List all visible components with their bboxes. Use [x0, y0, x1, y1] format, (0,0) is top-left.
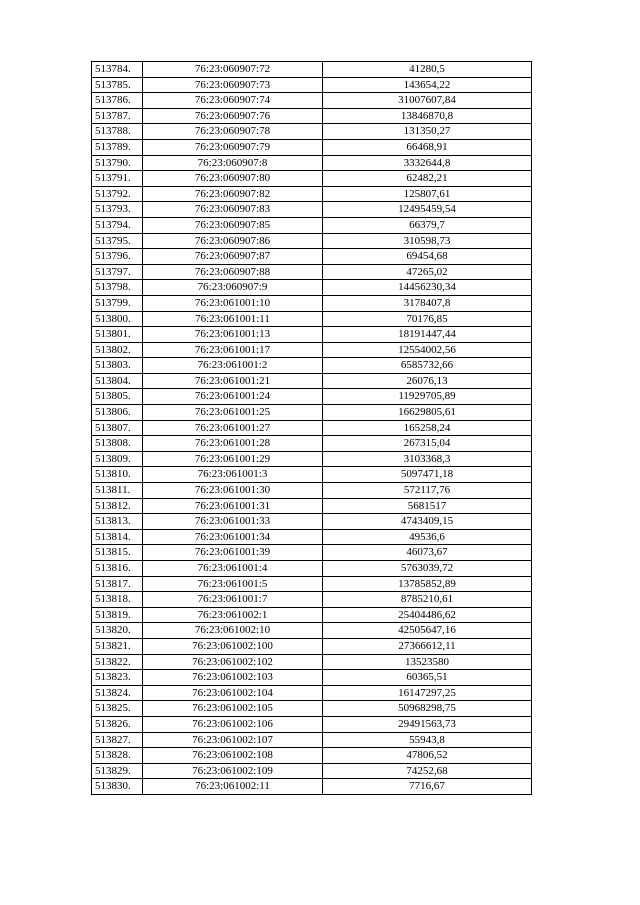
- table-row: [92, 732, 532, 748]
- row-number-cell: 513811.: [92, 483, 143, 499]
- cadastral-value-cell: 143654,22: [323, 77, 532, 93]
- row-number-cell: 513810.: [92, 467, 143, 483]
- cadastral-number-cell: 76:23:060907:85: [143, 217, 323, 233]
- cadastral-number-cell: 76:23:061001:31: [143, 498, 323, 514]
- cadastral-number-cell: 76:23:060907:79: [143, 139, 323, 155]
- cadastral-number-cell: 76:23:061002:1: [143, 607, 323, 623]
- cadastral-number-cell: 76:23:060907:76: [143, 108, 323, 124]
- row-number-cell: 513793.: [92, 202, 143, 218]
- cadastral-value-cell: 12495459,54: [323, 202, 532, 218]
- cadastral-value-cell: 41280,5: [323, 62, 532, 78]
- row-number-cell: 513805.: [92, 389, 143, 405]
- cadastral-value-cell: 8785210,61: [323, 592, 532, 608]
- table-row: [92, 389, 532, 405]
- row-number-cell: 513806.: [92, 405, 143, 421]
- cadastral-number-cell: 76:23:061001:11: [143, 311, 323, 327]
- row-number-cell: 513802.: [92, 342, 143, 358]
- cadastral-number-cell: 76:23:061001:5: [143, 576, 323, 592]
- cadastral-value-cell: 5763039,72: [323, 561, 532, 577]
- cadastral-value-cell: 26076,13: [323, 373, 532, 389]
- cadastral-number-cell: 76:23:061001:27: [143, 420, 323, 436]
- cadastral-value-cell: 310598,73: [323, 233, 532, 249]
- row-number-cell: 513791.: [92, 171, 143, 187]
- cadastral-number-cell: 76:23:060907:83: [143, 202, 323, 218]
- row-number-cell: 513787.: [92, 108, 143, 124]
- cadastral-number-cell: 76:23:061001:2: [143, 358, 323, 374]
- row-number-cell: 513789.: [92, 139, 143, 155]
- table-row: [92, 358, 532, 374]
- row-number-cell: 513801.: [92, 327, 143, 343]
- table-row: [92, 124, 532, 140]
- cadastral-value-cell: 50968298,75: [323, 701, 532, 717]
- cadastral-value-cell: 267315,04: [323, 436, 532, 452]
- table-row: [92, 342, 532, 358]
- cadastral-number-cell: 76:23:061001:28: [143, 436, 323, 452]
- table-row: [92, 233, 532, 249]
- cadastral-value-cell: 49536,6: [323, 529, 532, 545]
- row-number-cell: 513795.: [92, 233, 143, 249]
- table-row: [92, 249, 532, 265]
- row-number-cell: 513830.: [92, 779, 143, 795]
- cadastral-number-cell: 76:23:061002:107: [143, 732, 323, 748]
- row-number-cell: 513827.: [92, 732, 143, 748]
- table-row: [92, 155, 532, 171]
- table-row: [92, 93, 532, 109]
- cadastral-value-cell: 47806,52: [323, 748, 532, 764]
- row-number-cell: 513812.: [92, 498, 143, 514]
- table-row: [92, 186, 532, 202]
- cadastral-number-cell: 76:23:061001:21: [143, 373, 323, 389]
- cadastral-value-cell: 13523580: [323, 654, 532, 670]
- row-number-cell: 513825.: [92, 701, 143, 717]
- cadastral-number-cell: 76:23:061001:24: [143, 389, 323, 405]
- cadastral-value-cell: 6585732,66: [323, 358, 532, 374]
- cadastral-value-cell: 47265,02: [323, 264, 532, 280]
- table-row: [92, 327, 532, 343]
- row-number-cell: 513792.: [92, 186, 143, 202]
- cadastral-value-cell: 31007607,84: [323, 93, 532, 109]
- cadastral-value-cell: 4743409,15: [323, 514, 532, 530]
- table-row: [92, 467, 532, 483]
- table-row: [92, 420, 532, 436]
- cadastral-number-cell: 76:23:061001:10: [143, 295, 323, 311]
- cadastral-value-cell: 13785852,89: [323, 576, 532, 592]
- cadastral-number-cell: 76:23:061002:103: [143, 670, 323, 686]
- cadastral-value-table: [91, 61, 532, 795]
- table-row: [92, 280, 532, 296]
- row-number-cell: 513788.: [92, 124, 143, 140]
- table-row: [92, 623, 532, 639]
- table-body: [92, 62, 532, 795]
- table-row: [92, 716, 532, 732]
- cadastral-number-cell: 76:23:060907:78: [143, 124, 323, 140]
- table-row: [92, 561, 532, 577]
- cadastral-number-cell: 76:23:061001:3: [143, 467, 323, 483]
- table-row: [92, 483, 532, 499]
- cadastral-number-cell: 76:23:061001:29: [143, 451, 323, 467]
- cadastral-value-cell: 11929705,89: [323, 389, 532, 405]
- cadastral-number-cell: 76:23:061002:109: [143, 763, 323, 779]
- row-number-cell: 513796.: [92, 249, 143, 265]
- cadastral-value-cell: 3178407,8: [323, 295, 532, 311]
- table-row: [92, 654, 532, 670]
- table-row: [92, 295, 532, 311]
- row-number-cell: 513824.: [92, 685, 143, 701]
- cadastral-number-cell: 76:23:061002:100: [143, 638, 323, 654]
- row-number-cell: 513794.: [92, 217, 143, 233]
- cadastral-number-cell: 76:23:060907:72: [143, 62, 323, 78]
- cadastral-value-cell: 572117,76: [323, 483, 532, 499]
- row-number-cell: 513821.: [92, 638, 143, 654]
- table-row: [92, 576, 532, 592]
- row-number-cell: 513820.: [92, 623, 143, 639]
- table-row: [92, 62, 532, 78]
- cadastral-value-cell: 131350,27: [323, 124, 532, 140]
- row-number-cell: 513829.: [92, 763, 143, 779]
- table-row: [92, 171, 532, 187]
- cadastral-value-cell: 70176,85: [323, 311, 532, 327]
- cadastral-number-cell: 76:23:060907:87: [143, 249, 323, 265]
- cadastral-value-cell: 62482,21: [323, 171, 532, 187]
- row-number-cell: 513790.: [92, 155, 143, 171]
- cadastral-number-cell: 76:23:060907:80: [143, 171, 323, 187]
- cadastral-number-cell: 76:23:060907:82: [143, 186, 323, 202]
- row-number-cell: 513822.: [92, 654, 143, 670]
- row-number-cell: 513817.: [92, 576, 143, 592]
- cadastral-value-cell: 74252,68: [323, 763, 532, 779]
- cadastral-number-cell: 76:23:061001:33: [143, 514, 323, 530]
- table-row: [92, 545, 532, 561]
- cadastral-value-cell: 12554002,56: [323, 342, 532, 358]
- table-row: [92, 701, 532, 717]
- cadastral-number-cell: 76:23:061002:102: [143, 654, 323, 670]
- cadastral-number-cell: 76:23:061001:13: [143, 327, 323, 343]
- cadastral-value-cell: 14456230,34: [323, 280, 532, 296]
- table-row: [92, 108, 532, 124]
- cadastral-value-cell: 25404486,62: [323, 607, 532, 623]
- row-number-cell: 513797.: [92, 264, 143, 280]
- cadastral-number-cell: 76:23:061002:10: [143, 623, 323, 639]
- cadastral-number-cell: 76:23:061001:7: [143, 592, 323, 608]
- cadastral-value-cell: 5097471,18: [323, 467, 532, 483]
- cadastral-value-cell: 66379,7: [323, 217, 532, 233]
- table-row: [92, 779, 532, 795]
- cadastral-number-cell: 76:23:061002:108: [143, 748, 323, 764]
- row-number-cell: 513815.: [92, 545, 143, 561]
- cadastral-number-cell: 76:23:060907:88: [143, 264, 323, 280]
- cadastral-number-cell: 76:23:061002:11: [143, 779, 323, 795]
- cadastral-number-cell: 76:23:061001:39: [143, 545, 323, 561]
- row-number-cell: 513823.: [92, 670, 143, 686]
- cadastral-number-cell: 76:23:061001:30: [143, 483, 323, 499]
- cadastral-value-cell: 7716,67: [323, 779, 532, 795]
- row-number-cell: 513798.: [92, 280, 143, 296]
- cadastral-value-cell: 165258,24: [323, 420, 532, 436]
- cadastral-value-cell: 5681517: [323, 498, 532, 514]
- cadastral-value-cell: 16147297,25: [323, 685, 532, 701]
- cadastral-number-cell: 76:23:061002:104: [143, 685, 323, 701]
- table-row: [92, 373, 532, 389]
- cadastral-value-cell: 55943,8: [323, 732, 532, 748]
- cadastral-value-cell: 60365,51: [323, 670, 532, 686]
- cadastral-number-cell: 76:23:061001:4: [143, 561, 323, 577]
- table-row: [92, 685, 532, 701]
- table-row: [92, 498, 532, 514]
- table-row: [92, 451, 532, 467]
- row-number-cell: 513785.: [92, 77, 143, 93]
- row-number-cell: 513808.: [92, 436, 143, 452]
- cadastral-value-cell: 27366612,11: [323, 638, 532, 654]
- cadastral-value-cell: 3332644,8: [323, 155, 532, 171]
- table-row: [92, 607, 532, 623]
- table-row: [92, 592, 532, 608]
- table-row: [92, 217, 532, 233]
- cadastral-value-cell: 42505647,16: [323, 623, 532, 639]
- table-row: [92, 514, 532, 530]
- table-row: [92, 77, 532, 93]
- table-row: [92, 638, 532, 654]
- cadastral-number-cell: 76:23:060907:74: [143, 93, 323, 109]
- cadastral-value-cell: 3103368,3: [323, 451, 532, 467]
- cadastral-number-cell: 76:23:060907:8: [143, 155, 323, 171]
- cadastral-value-cell: 69454,68: [323, 249, 532, 265]
- cadastral-number-cell: 76:23:061001:34: [143, 529, 323, 545]
- cadastral-value-cell: 46073,67: [323, 545, 532, 561]
- table-row: [92, 763, 532, 779]
- row-number-cell: 513803.: [92, 358, 143, 374]
- table-row: [92, 311, 532, 327]
- table-row: [92, 436, 532, 452]
- cadastral-value-cell: 18191447,44: [323, 327, 532, 343]
- row-number-cell: 513809.: [92, 451, 143, 467]
- cadastral-value-cell: 125807,61: [323, 186, 532, 202]
- row-number-cell: 513818.: [92, 592, 143, 608]
- cadastral-value-cell: 16629805,61: [323, 405, 532, 421]
- cadastral-number-cell: 76:23:060907:86: [143, 233, 323, 249]
- cadastral-number-cell: 76:23:061002:106: [143, 716, 323, 732]
- table-row: [92, 748, 532, 764]
- cadastral-value-cell: 66468,91: [323, 139, 532, 155]
- row-number-cell: 513826.: [92, 716, 143, 732]
- table-row: [92, 670, 532, 686]
- row-number-cell: 513828.: [92, 748, 143, 764]
- row-number-cell: 513816.: [92, 561, 143, 577]
- row-number-cell: 513786.: [92, 93, 143, 109]
- row-number-cell: 513814.: [92, 529, 143, 545]
- row-number-cell: 513799.: [92, 295, 143, 311]
- row-number-cell: 513784.: [92, 62, 143, 78]
- cadastral-number-cell: 76:23:060907:73: [143, 77, 323, 93]
- row-number-cell: 513800.: [92, 311, 143, 327]
- cadastral-number-cell: 76:23:061001:17: [143, 342, 323, 358]
- cadastral-number-cell: 76:23:060907:9: [143, 280, 323, 296]
- row-number-cell: 513813.: [92, 514, 143, 530]
- cadastral-number-cell: 76:23:061002:105: [143, 701, 323, 717]
- cadastral-value-cell: 29491563,73: [323, 716, 532, 732]
- row-number-cell: 513804.: [92, 373, 143, 389]
- table-row: [92, 264, 532, 280]
- table-row: [92, 202, 532, 218]
- cadastral-value-cell: 13846870,8: [323, 108, 532, 124]
- cadastral-number-cell: 76:23:061001:25: [143, 405, 323, 421]
- table-row: [92, 529, 532, 545]
- table-row: [92, 139, 532, 155]
- row-number-cell: 513819.: [92, 607, 143, 623]
- row-number-cell: 513807.: [92, 420, 143, 436]
- table-row: [92, 405, 532, 421]
